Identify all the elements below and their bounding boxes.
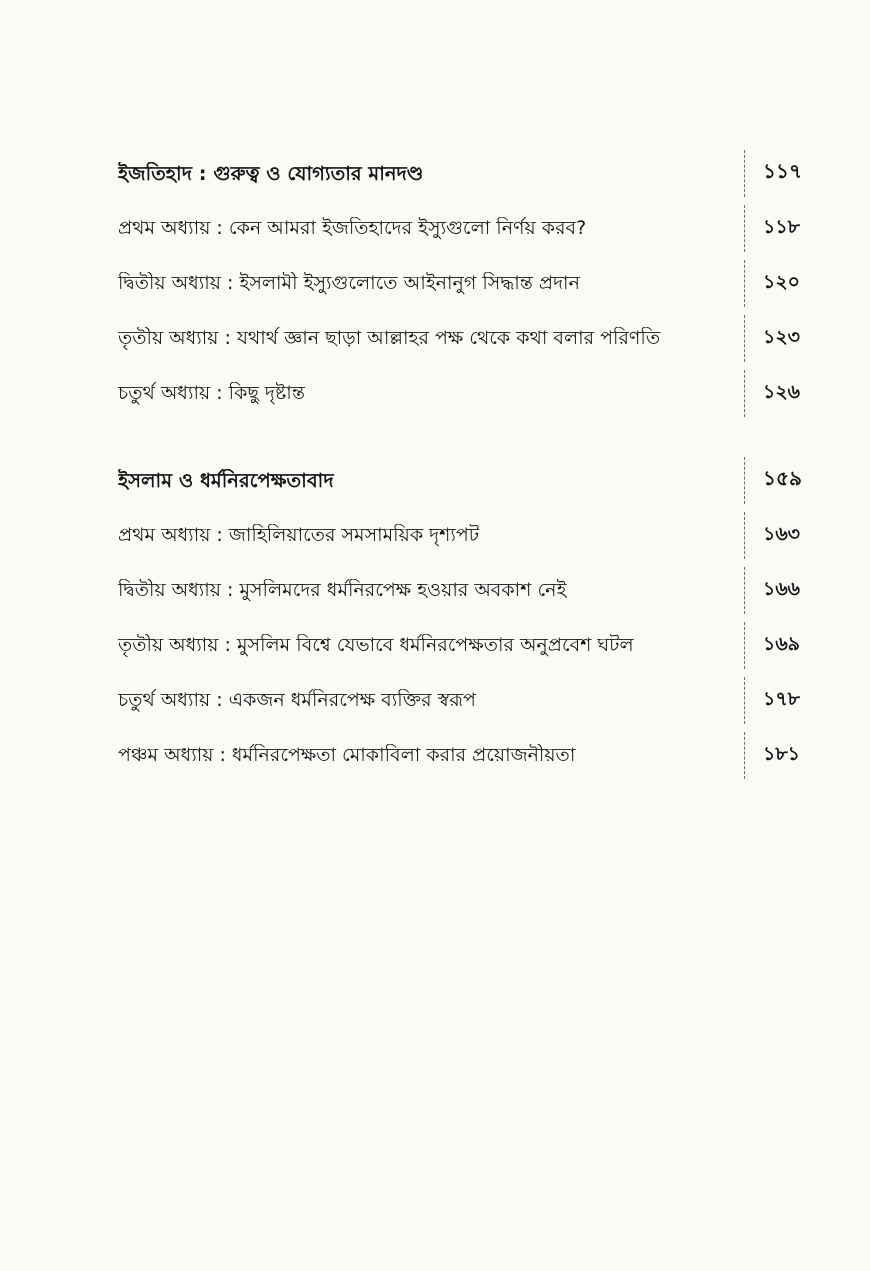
- page-number: ১৭৮: [763, 687, 801, 710]
- page-number: ১১৭: [763, 159, 802, 183]
- chapter-title: দ্বিতীয় অধ্যায় : মুসলিমদের ধর্মনিরপেক্ষ হওয়ার অবকাশ নেই: [118, 579, 567, 602]
- page-number: ১৫৯: [763, 466, 802, 490]
- chapter-title: চতুর্থ অধ্যায় : কিছু দৃষ্টান্ত: [118, 382, 305, 405]
- page-divider: [744, 205, 745, 252]
- toc-entry: [118, 256, 818, 311]
- page-number: ১২৩: [763, 325, 801, 348]
- toc-section-secularism: [118, 453, 818, 783]
- toc-section-heading: [118, 453, 818, 508]
- toc-entry: [118, 563, 818, 618]
- page-divider: [744, 622, 745, 669]
- chapter-title: পঞ্চম অধ্যায় : ধর্মনিরপেক্ষতা মোকাবিলা করার প্রয়োজনীয়তা: [118, 744, 576, 767]
- toc-entry: [118, 728, 818, 783]
- toc-entry: [118, 673, 818, 728]
- chapter-title: চতুর্থ অধ্যায় : একজন ধর্মনিরপেক্ষ ব্যক্তির স্বরূপ: [118, 689, 476, 712]
- page-divider: [744, 677, 745, 724]
- page-divider: [744, 732, 745, 779]
- page-number: ১১৮: [763, 215, 800, 238]
- page-number: ১৬৬: [763, 577, 801, 600]
- section-heading-title: ইসলাম ও ধর্মনিরপেক্ষতাবাদ: [118, 468, 334, 492]
- page-divider: [744, 315, 745, 362]
- section-heading-title: ইজতিহাদ : গুরুত্ব ও যোগ্যতার মানদণ্ড: [118, 161, 424, 185]
- chapter-title: প্রথম অধ্যায় : কেন আমরা ইজতিহাদের ইস্যুগুলো নির্ণয় করব?: [118, 217, 587, 240]
- page-number: ১৮১: [763, 742, 800, 765]
- chapter-title: তৃতীয় অধ্যায় : মুসলিম বিশ্বে যেভাবে ধর্মনিরপেক্ষতার অনুপ্রবেশ ঘটল: [118, 634, 634, 657]
- page-number: ১৬৯: [763, 632, 801, 655]
- page-divider: [744, 512, 745, 559]
- page-divider: [744, 260, 745, 307]
- toc-entry: [118, 508, 818, 563]
- chapter-title: দ্বিতীয় অধ্যায় : ইসলামী ইস্যুগুলোতে আইনানুগ সিদ্ধান্ত প্রদান: [118, 272, 580, 295]
- page-divider: [744, 370, 745, 417]
- page-number: ১২৬: [763, 380, 801, 403]
- toc-entry: [118, 618, 818, 673]
- page-divider: [744, 457, 745, 504]
- page-divider: [744, 150, 745, 197]
- toc-entry: [118, 366, 818, 421]
- toc-section-ijtihad: [118, 146, 818, 421]
- toc-entry: [118, 311, 818, 366]
- toc-section-heading: [118, 146, 818, 201]
- page-divider: [744, 567, 745, 614]
- page-number: ১৬৩: [763, 522, 801, 545]
- chapter-title: তৃতীয় অধ্যায় : যথার্থ জ্ঞান ছাড়া আল্লাহর পক্ষ থেকে কথা বলার পরিণতি: [118, 327, 661, 350]
- chapter-title: প্রথম অধ্যায় : জাহিলিয়াতের সমসাময়িক দৃশ্যপট: [118, 524, 480, 547]
- toc-entry: [118, 201, 818, 256]
- page-number: ১২০: [763, 270, 801, 293]
